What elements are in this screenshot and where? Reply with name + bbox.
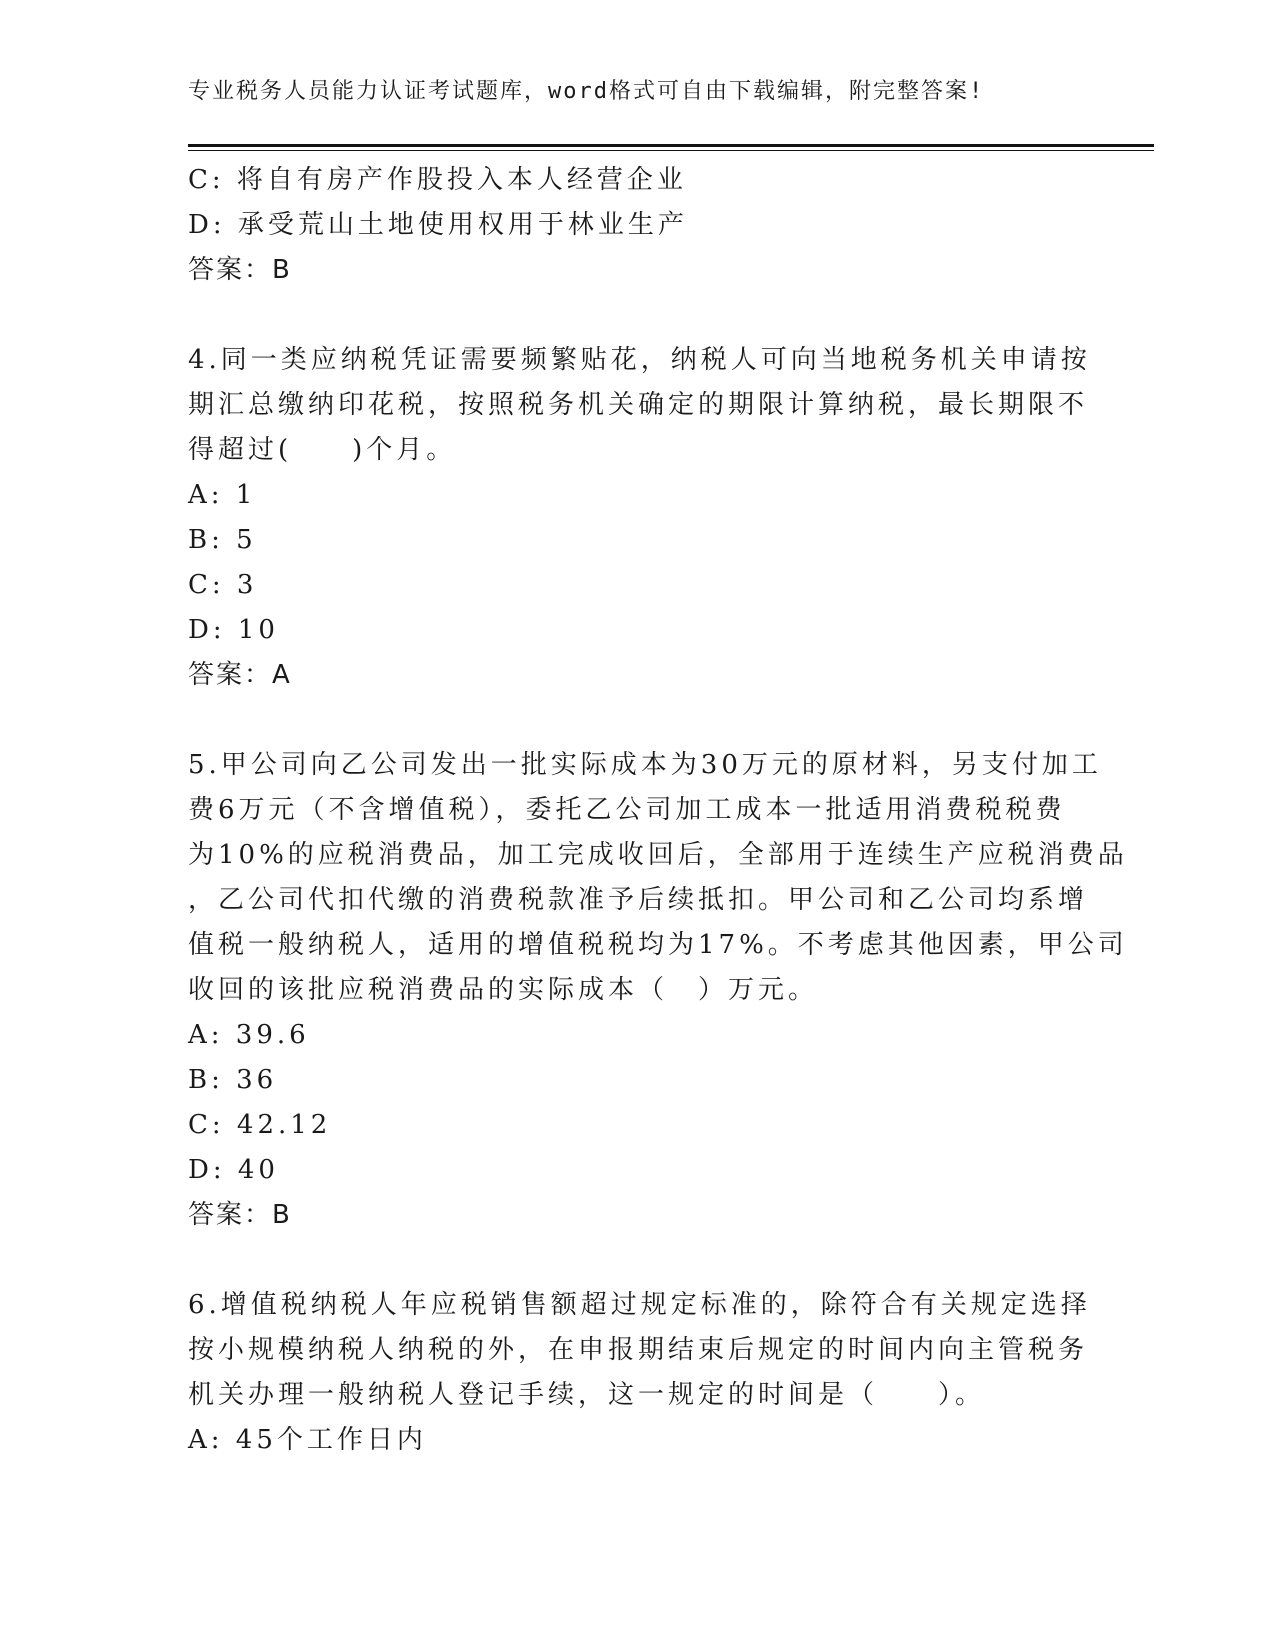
question-6-stem-line-1: 6.增值税纳税人年应税销售额超过规定标准的，除符合有关规定选择: [188, 1290, 1091, 1320]
question-6-stem-line-2: 按小规模纳税人纳税的外，在申报期结束后规定的时间内向主管税务: [188, 1335, 1089, 1365]
page-header: 专业税务人员能力认证考试题库，word格式可自由下载编辑，附完整答案!: [188, 79, 985, 104]
question-5-stem-line-5: 值税一般纳税人，适用的增值税税均为17%。不考虑其他因素，甲公司: [188, 930, 1128, 960]
question-6-stem-line-3: 机关办理一般纳税人登记手续，这一规定的时间是（ ）。: [188, 1380, 986, 1410]
question-5-option-a: A: 39.6: [188, 1020, 310, 1050]
spacer: [188, 293, 1088, 338]
question-5-option-d: D: 40: [188, 1155, 279, 1185]
question-4-option-b: B: 5: [188, 525, 257, 555]
question-5-option-c: C: 42.12: [188, 1110, 332, 1140]
question-4-option-a: A: 1: [188, 480, 257, 510]
question-4-stem-line-3: 得超过( )个月。: [188, 435, 457, 465]
question-4-option-d: D: 10: [188, 615, 279, 645]
question-5-stem-line-2: 费6万元（不含增值税），委托乙公司加工成本一批适用消费税税费: [188, 795, 1066, 825]
question-4-stem-line-1: 4.同一类应纳税凭证需要频繁贴花，纳税人可向当地税务机关申请按: [188, 345, 1091, 375]
question-5-stem-line-3: 为10%的应税消费品，加工完成收回后，全部用于连续生产应税消费品: [188, 840, 1128, 870]
question-4-stem-line-2: 期汇总缴纳印花税，按照税务机关确定的期限计算纳税，最长期限不: [188, 390, 1089, 420]
question-5-stem-line-6: 收回的该批应税消费品的实际成本（ ）万元。: [188, 975, 819, 1005]
question-5-option-b: B: 36: [188, 1065, 278, 1095]
spacer: [188, 1238, 1088, 1283]
header-rule-thick: [188, 144, 1154, 147]
option-c: C: 将自有房产作股投入本人经营企业: [188, 165, 687, 195]
option-d: D: 承受荒山土地使用权用于林业生产: [188, 210, 688, 240]
question-4-answer: 答案：A: [188, 660, 292, 690]
question-6-option-a: A: 45个工作日内: [188, 1425, 427, 1455]
spacer: [188, 698, 1088, 743]
question-5-stem-line-1: 5.甲公司向乙公司发出一批实际成本为30万元的原材料，另支付加工: [188, 750, 1102, 780]
header-rule-thin: [188, 150, 1154, 151]
answer-line: 答案：B: [188, 255, 292, 285]
question-5-stem-line-4: ，乙公司代扣代缴的消费税款准予后续抵扣。甲公司和乙公司均系增: [188, 885, 1089, 915]
question-5-answer: 答案：B: [188, 1200, 292, 1230]
question-4-option-c: C: 3: [188, 570, 258, 600]
question-content: [188, 158, 1128, 1463]
